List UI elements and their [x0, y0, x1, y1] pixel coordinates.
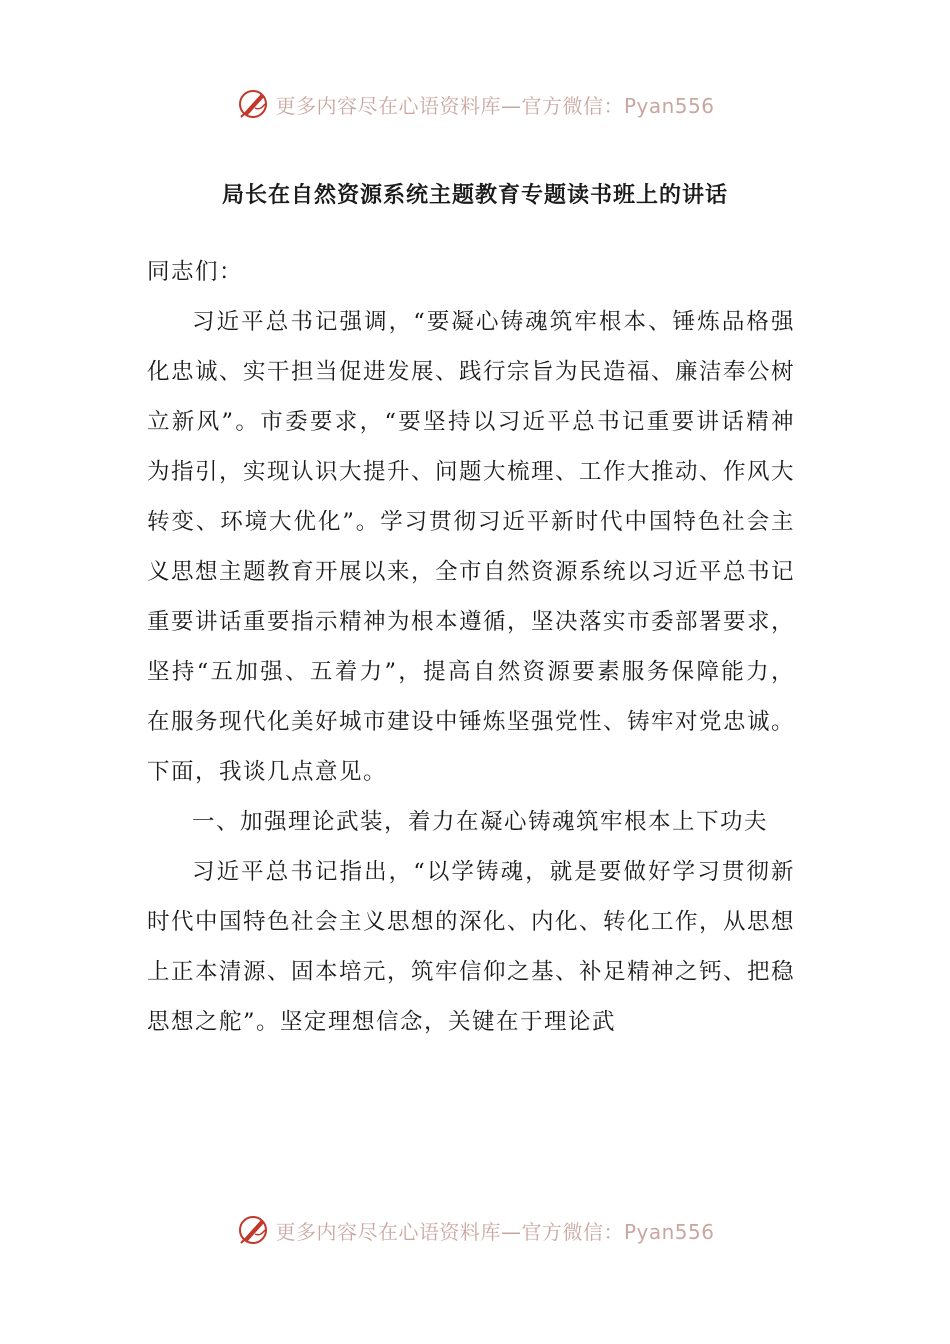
watermark-banner-bottom: [0, 1210, 950, 1250]
paragraph: 习近平总书记强调，“要凝心铸魂筑牢根本、锤炼品格强化忠诚、实干担当促进发展、践行宗旨为民造福、廉洁奉公树立新风”。市委要求，“要坚持以习近平总书记重要讲话精神为指引，实现认识大提升、问题大梳理、工作大推动、作风大转变、环境大优化”。学习贯彻习近平新时代中国特色社会主义思想主题教育开展以来，全市自然资源系统以习近平总书记重要讲话重要指示精神为根本遵循，坚决落实市委部署要求，坚持“五加强、五着力”，提高自然资源要素服务保障能力，在服务现代化美好城市建设中锤炼坚强党性、铸牢对党忠诚。下面，我谈几点意见。: [147, 309, 796, 785]
watermark-text: 更多内容尽在心语资料库—官方微信：Pyan556: [275, 1219, 715, 1244]
watermark-text: 更多内容尽在心语资料库—官方微信：Pyan556: [275, 93, 715, 118]
salutation: 同志们：: [147, 259, 244, 285]
paragraph: 习近平总书记指出，“以学铸魂，就是要做好学习贯彻新时代中国特色社会主义思想的深化、内化、转化工作，从思想上正本清源、固本培元，筑牢信仰之基、补足精神之钙、把稳思想之舵”。坚定理想信念，关键在于理论武: [147, 859, 796, 1035]
document-body: [147, 247, 795, 1047]
section-heading: 一、加强理论武装，着力在凝心铸魂筑牢根本上下功夫: [192, 809, 769, 835]
quill-logo-icon: [235, 1212, 271, 1248]
quill-logo-icon: [235, 86, 271, 122]
document-title: 局长在自然资源系统主题教育专题读书班上的讲话: [221, 183, 728, 208]
watermark-banner-top: [0, 84, 950, 124]
